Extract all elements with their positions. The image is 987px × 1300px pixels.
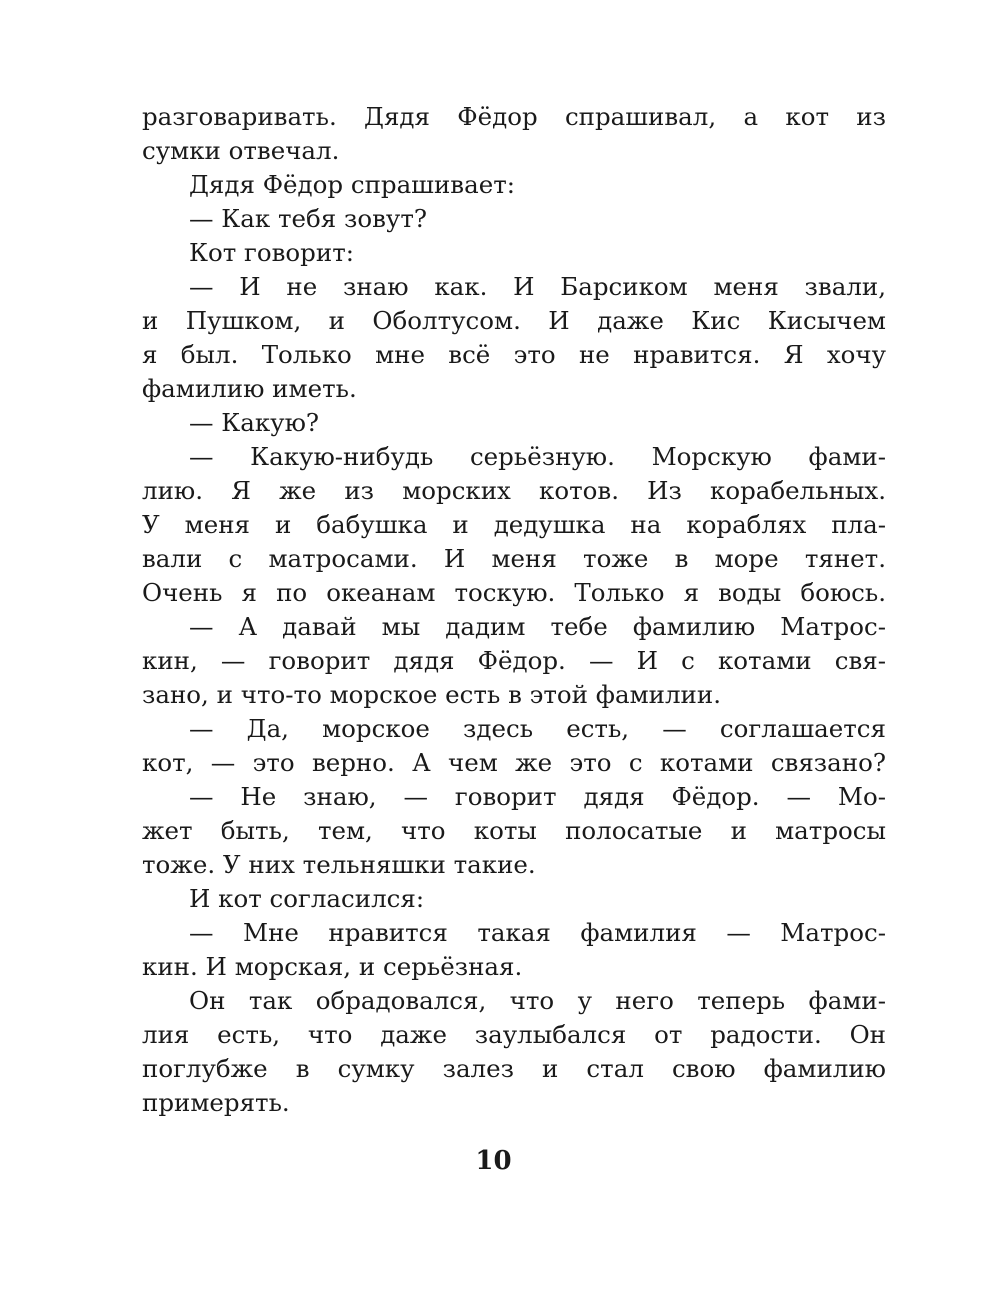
text-line: — Да, морское здесь есть, — соглашается: [189, 714, 886, 743]
page-number: 10: [475, 1146, 512, 1176]
text-line: сумки отвечал.: [142, 136, 340, 165]
page-text: [142, 100, 886, 1120]
text-line: разговаривать. Дядя Фёдор спрашивал, а кот из: [142, 102, 886, 131]
text-line: поглубже в сумку залез и стал свою фамилию: [142, 1054, 886, 1083]
text-line: — Как тебя зовут?: [189, 204, 428, 233]
text-line: и Пушком, и Оболтусом. И даже Кис Кисычем: [142, 306, 886, 335]
text-line: — Какую?: [189, 408, 320, 437]
text-line: тоже. У них тельняшки такие.: [142, 850, 536, 879]
text-line: примерять.: [142, 1088, 290, 1117]
text-line: кин, — говорит дядя Фёдор. — И с котами свя-: [142, 646, 886, 675]
text-line: лию. Я же из морских котов. Из корабельных.: [142, 476, 886, 505]
text-line: У меня и бабушка и дедушка на кораблях пла-: [142, 510, 886, 539]
text-line: — И не знаю как. И Барсиком меня звали,: [189, 272, 886, 301]
text-line: И кот согласился:: [189, 884, 425, 913]
text-line: зано, и что-то морское есть в этой фамилии.: [142, 680, 721, 709]
text-line: — Мне нравится такая фамилия — Матрос-: [189, 918, 886, 947]
text-line: я был. Только мне всё это не нравится. Я хочу: [142, 340, 886, 369]
text-line: — А давай мы дадим тебе фамилию Матрос-: [189, 612, 886, 641]
text-line: жет быть, тем, что коты полосатые и матросы: [142, 816, 886, 845]
text-line: Кот говорит:: [189, 238, 355, 267]
text-line: Дядя Фёдор спрашивает:: [189, 170, 516, 199]
text-line: кин. И морская, и серьёзная.: [142, 952, 523, 981]
text-line: лия есть, что даже заулыбался от радости. Он: [142, 1020, 886, 1049]
text-line: — Какую-нибудь серьёзную. Морскую фами-: [189, 442, 886, 471]
text-line: фамилию иметь.: [142, 374, 357, 403]
text-line: Очень я по океанам тоскую. Только я воды боюсь.: [142, 578, 886, 607]
text-line: — Не знаю, — говорит дядя Фёдор. — Мо-: [189, 782, 886, 811]
text-line: вали с матросами. И меня тоже в море тянет.: [142, 544, 886, 573]
text-line: Он так обрадовался, что у него теперь фами-: [189, 986, 886, 1015]
text-line: кот, — это верно. А чем же это с котами связано?: [142, 748, 886, 777]
